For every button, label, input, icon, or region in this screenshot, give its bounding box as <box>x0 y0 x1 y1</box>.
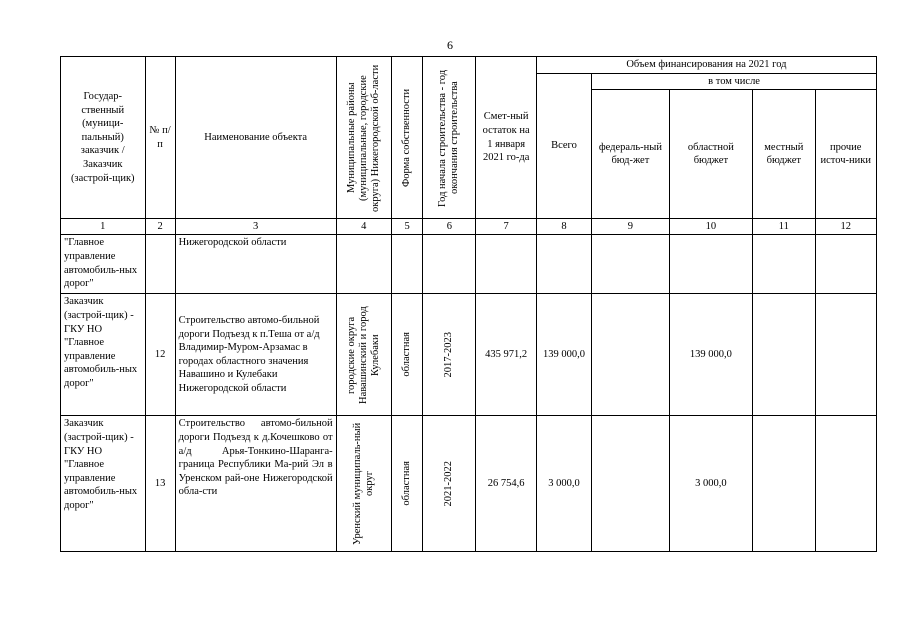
cell-estimate: 435 971,2 <box>476 294 536 416</box>
cell-customer: Заказчик (застрой-щик) - ГКУ НО "Главное управление автомобиль-ных дорог" <box>61 294 146 416</box>
cell-years-text: 2017-2023 <box>443 332 455 378</box>
cell-local <box>753 235 815 294</box>
header-districts-text: Муниципальные районы (муниципальные, городские округа) Нижегородской об-ласти <box>345 64 381 212</box>
cell-district <box>336 235 391 294</box>
column-number: 3 <box>175 219 336 235</box>
header-estimate: Смет-ный остаток на 1 января 2021 го-да <box>476 57 536 219</box>
cell-total: 3 000,0 <box>536 416 591 552</box>
cell-total <box>536 235 591 294</box>
cell-years <box>423 294 476 416</box>
cell-district <box>336 294 391 416</box>
header-ownership-text: Форма собственности <box>401 88 413 187</box>
cell-customer: "Главное управление автомобиль-ных дорог" <box>61 235 146 294</box>
cell-ownership-text: областная <box>401 461 413 507</box>
page-number: 6 <box>447 38 453 52</box>
cell-customer: Заказчик (застрой-щик) - ГКУ НО "Главное управление автомобиль-ных дорог" <box>61 416 146 552</box>
cell-years-text: 2021-2022 <box>443 461 455 507</box>
header-regional: областной бюджет <box>669 90 753 219</box>
cell-ownership <box>391 416 422 552</box>
column-number: 1 <box>61 219 146 235</box>
cell-object-name: Строительство автомо-бильной дороги Подъезд к п.Теша от а/д Владимир-Муром-Арзамас в городах областного значения Навашино и Кулебаки Нижегородской области <box>175 294 336 416</box>
cell-ownership <box>391 235 422 294</box>
header-num: № п/п <box>145 57 175 219</box>
header-local: местный бюджет <box>753 90 815 219</box>
cell-district-text: Уренский муниципаль-ный округ <box>351 422 375 545</box>
column-number: 8 <box>536 219 591 235</box>
table-row <box>61 416 877 552</box>
column-number: 9 <box>592 219 669 235</box>
cell-federal <box>592 416 669 552</box>
header-total: Всего <box>536 73 591 219</box>
header-federal: федераль-ный бюд-жет <box>592 90 669 219</box>
table-row <box>61 235 877 294</box>
table-row <box>61 294 877 416</box>
cell-regional <box>669 235 753 294</box>
column-number: 2 <box>145 219 175 235</box>
header-years <box>423 57 476 219</box>
column-number: 12 <box>815 219 877 235</box>
cell-object-name: Нижегородской области <box>175 235 336 294</box>
column-number: 11 <box>753 219 815 235</box>
cell-estimate: 26 754,6 <box>476 416 536 552</box>
cell-regional: 3 000,0 <box>669 416 753 552</box>
header-object-name: Наименование объекта <box>175 57 336 219</box>
cell-local <box>753 294 815 416</box>
cell-federal <box>592 294 669 416</box>
header-customer: Государ-ственный (муници-пальный) заказчик / Заказчик (застрой-щик) <box>61 57 146 219</box>
cell-district-text: городские округа Навашинский и город Кулебаки <box>345 305 381 404</box>
column-number-row <box>61 219 877 235</box>
cell-other <box>815 416 877 552</box>
column-number: 4 <box>336 219 391 235</box>
cell-num: 13 <box>145 416 175 552</box>
cell-regional: 139 000,0 <box>669 294 753 416</box>
cell-total: 139 000,0 <box>536 294 591 416</box>
cell-other <box>815 294 877 416</box>
header-other: прочие источ-ники <box>815 90 877 219</box>
column-number: 5 <box>391 219 422 235</box>
financing-table <box>60 56 877 552</box>
header-years-text: Год начала строительства - год окончания строительства <box>437 69 461 207</box>
cell-years <box>423 235 476 294</box>
header-financing: Объем финансирования на 2021 год <box>536 57 876 74</box>
cell-estimate <box>476 235 536 294</box>
cell-num: 12 <box>145 294 175 416</box>
cell-object-name: Строительство автомо-бильной дороги Подъезд к д.Кочешково от а/д Арья-Тонкино-Шаранга-граница Республики Ма-рий Эл в Уренском рай-оне Нижегородской обла-сти <box>175 416 336 552</box>
cell-local <box>753 416 815 552</box>
cell-ownership <box>391 294 422 416</box>
column-number: 7 <box>476 219 536 235</box>
header-districts <box>336 57 391 219</box>
cell-district <box>336 416 391 552</box>
cell-federal <box>592 235 669 294</box>
cell-ownership-text: областная <box>401 332 413 378</box>
cell-num <box>145 235 175 294</box>
cell-other <box>815 235 877 294</box>
column-number: 6 <box>423 219 476 235</box>
cell-years <box>423 416 476 552</box>
header-ownership <box>391 57 422 219</box>
header-including: в том числе <box>592 73 877 90</box>
column-number: 10 <box>669 219 753 235</box>
